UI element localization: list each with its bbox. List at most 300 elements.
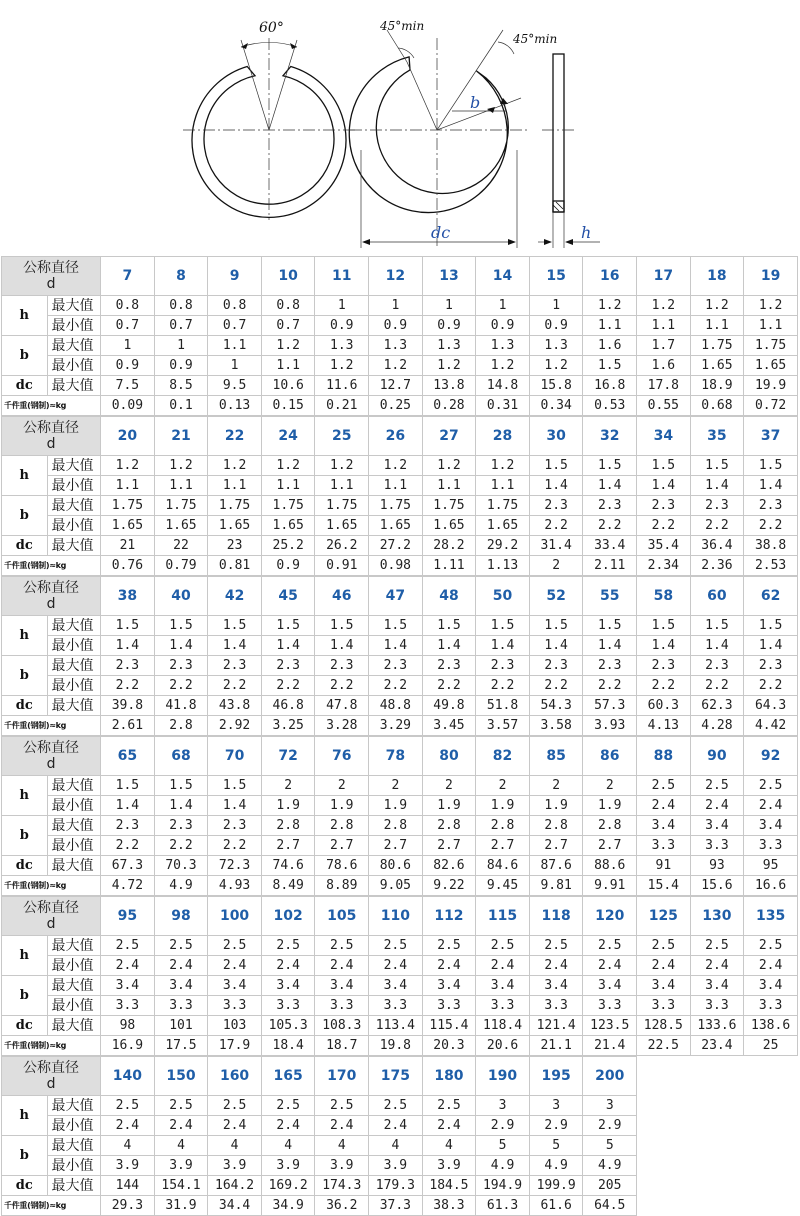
table-row [2,816,798,836]
value-cell: 4.9 [154,876,208,896]
value-cell: 2.2 [315,676,369,696]
min-value-label: 最小值 [47,316,101,336]
nominal-diameter-cell: 35 [690,417,744,456]
min-value-label: 最小值 [47,996,101,1016]
table-row [2,1136,798,1156]
value-cell: 2.3 [690,496,744,516]
nominal-diameter-cell: 55 [583,577,637,616]
value-cell: 1.75 [154,496,208,516]
value-cell: 1.6 [637,356,691,376]
value-cell: 64.5 [583,1196,637,1216]
table-row [2,936,798,956]
max-value-label: 最大值 [47,376,101,396]
value-cell: 2.5 [744,776,798,796]
value-cell: 17.8 [637,376,691,396]
value-cell: 2.2 [583,676,637,696]
nominal-diameter-cell: 70 [208,737,262,776]
value-cell: 38.8 [744,536,798,556]
row-group-b: b [2,496,48,536]
value-cell: 25 [744,1036,798,1056]
value-cell: 10.6 [261,376,315,396]
value-cell: 1.5 [422,616,476,636]
table-row [2,876,798,896]
value-cell: 1.65 [154,516,208,536]
value-cell: 1.6 [583,336,637,356]
value-cell: 9.22 [422,876,476,896]
value-cell: 2.7 [422,836,476,856]
value-cell: 3.3 [154,996,208,1016]
nominal-diameter-cell: 110 [369,897,423,936]
table-row [2,956,798,976]
value-cell: 194.9 [476,1176,530,1196]
value-cell: 4.93 [208,876,262,896]
value-cell: 1.2 [315,456,369,476]
value-cell: 4 [101,1136,155,1156]
value-cell: 22.5 [637,1036,691,1056]
value-cell: 2.3 [208,656,262,676]
min-value-label: 最小值 [47,1116,101,1136]
technical-drawing [0,0,800,255]
value-cell: 2.5 [261,1096,315,1116]
value-cell: 1 [529,296,583,316]
min-value-label: 最小值 [47,636,101,656]
table-row [2,1116,798,1136]
value-cell: 3.3 [529,996,583,1016]
spec-block [1,736,798,896]
nominal-diameter-cell: 60 [690,577,744,616]
row-group-b: b [2,976,48,1016]
section-view [553,54,564,212]
value-cell: 1.75 [369,496,423,516]
value-cell: 2.3 [101,656,155,676]
value-cell: 20.3 [422,1036,476,1056]
value-cell: 72.3 [208,856,262,876]
angle-45-min-left-label: 45°min [380,19,425,33]
value-cell: 3 [583,1096,637,1116]
value-cell: 2.8 [422,816,476,836]
max-value-label: 最大值 [47,656,101,676]
value-cell: 2 [422,776,476,796]
value-cell: 2.2 [744,676,798,696]
value-cell: 1.2 [583,296,637,316]
value-cell: 1.1 [583,316,637,336]
value-cell: 2.8 [476,816,530,836]
value-cell: 3.3 [744,836,798,856]
value-cell: 0.81 [208,556,262,576]
value-cell: 2.2 [637,676,691,696]
nominal-diameter-cell: 72 [261,737,315,776]
nominal-diameter-cell: 7 [101,257,155,296]
value-cell: 3.3 [261,996,315,1016]
value-cell: 3.3 [744,996,798,1016]
nominal-diameter-cell: 19 [744,257,798,296]
max-value-label: 最大值 [47,1096,101,1116]
value-cell: 17.9 [208,1036,262,1056]
nominal-diameter-cell: 180 [422,1057,476,1096]
table-row [2,296,798,316]
spec-block [1,416,798,576]
value-cell: 1.9 [315,796,369,816]
value-cell: 1.1 [690,316,744,336]
empty-cell [637,1096,691,1116]
value-cell: 1.4 [208,636,262,656]
value-cell: 0.13 [208,396,262,416]
nominal-diameter-cell: 80 [422,737,476,776]
value-cell: 2.3 [261,656,315,676]
value-cell: 2.4 [476,956,530,976]
empty-cell [744,1176,798,1196]
value-cell: 0.7 [208,316,262,336]
value-cell: 1.3 [315,336,369,356]
nominal-diameter-cell: 115 [476,897,530,936]
value-cell: 1.3 [369,336,423,356]
ring-2-body [349,57,508,213]
spec-block [1,256,798,416]
header-label: 公称直径 [23,420,80,436]
spec-block [1,896,798,1056]
value-cell: 1.2 [369,456,423,476]
header-label: 公称直径 [23,1060,80,1076]
value-cell: 25.2 [261,536,315,556]
value-cell: 2.2 [422,676,476,696]
value-cell: 2.5 [637,776,691,796]
value-cell: 4.9 [529,1156,583,1176]
value-cell: 1.2 [369,356,423,376]
value-cell: 0.9 [369,316,423,336]
min-value-label: 最小值 [47,956,101,976]
value-cell: 3.9 [208,1156,262,1176]
value-cell: 3.4 [690,976,744,996]
value-cell: 5 [476,1136,530,1156]
value-cell: 41.8 [154,696,208,716]
value-cell: 1.1 [261,356,315,376]
value-cell: 3.9 [261,1156,315,1176]
header-nominal-diameter [2,1057,101,1096]
nominal-diameter-cell: 78 [369,737,423,776]
value-cell: 2.4 [637,956,691,976]
value-cell: 18.9 [690,376,744,396]
header-label: 公称直径 [23,580,80,596]
value-cell: 1.5 [690,456,744,476]
value-cell: 2.36 [690,556,744,576]
value-cell: 2.9 [583,1116,637,1136]
value-cell: 1.5 [154,776,208,796]
value-cell: 113.4 [369,1016,423,1036]
value-cell: 1.2 [637,296,691,316]
nominal-diameter-cell: 120 [583,897,637,936]
value-cell: 88.6 [583,856,637,876]
value-cell: 1.9 [369,796,423,816]
value-cell: 3.4 [690,816,744,836]
value-cell: 1.5 [583,456,637,476]
value-cell: 1.2 [476,456,530,476]
value-cell: 2.34 [637,556,691,576]
value-cell: 43.8 [208,696,262,716]
nominal-diameter-cell: 90 [690,737,744,776]
value-cell: 1.13 [476,556,530,576]
value-cell: 2.7 [315,836,369,856]
value-cell: 1.5 [208,776,262,796]
max-value-label: 最大值 [47,696,101,716]
value-cell: 2.7 [476,836,530,856]
table-row [2,396,798,416]
nominal-diameter-cell: 37 [744,417,798,456]
nominal-diameter-cell: 26 [369,417,423,456]
nominal-diameter-cell: 12 [369,257,423,296]
value-cell: 1.3 [529,336,583,356]
nominal-diameter-cell: 135 [744,897,798,936]
value-cell: 3 [476,1096,530,1116]
value-cell: 1.75 [476,496,530,516]
value-cell: 1.75 [690,336,744,356]
header-symbol: d [46,596,56,612]
value-cell: 1.4 [744,636,798,656]
spec-table [0,256,800,1216]
value-cell: 4.9 [583,1156,637,1176]
empty-cell [637,1116,691,1136]
value-cell: 8.5 [154,376,208,396]
nominal-diameter-cell: 190 [476,1057,530,1096]
value-cell: 103 [208,1016,262,1036]
value-cell: 0.15 [261,396,315,416]
value-cell: 1.1 [208,476,262,496]
angle-60-label: 60° [259,20,284,36]
value-cell: 199.9 [529,1176,583,1196]
row-group-h: h [2,296,48,336]
value-cell: 3.3 [208,996,262,1016]
value-cell: 16.6 [744,876,798,896]
header-label: 公称直径 [23,740,80,756]
value-cell: 3.3 [476,996,530,1016]
value-cell: 1.65 [261,516,315,536]
nominal-diameter-cell: 105 [315,897,369,936]
nominal-diameter-cell: 47 [369,577,423,616]
value-cell: 1.65 [101,516,155,536]
value-cell: 154.1 [154,1176,208,1196]
value-cell: 8.49 [261,876,315,896]
value-cell: 2.4 [637,796,691,816]
value-cell: 3 [529,1096,583,1116]
nominal-diameter-cell: 11 [315,257,369,296]
value-cell: 118.4 [476,1016,530,1036]
value-cell: 2.5 [476,936,530,956]
value-cell: 67.3 [101,856,155,876]
value-cell: 1.1 [369,476,423,496]
value-cell: 33.4 [583,536,637,556]
row-group-dc: dc [2,536,48,556]
value-cell: 14.8 [476,376,530,396]
nominal-diameter-cell: 15 [529,257,583,296]
value-cell: 2 [583,776,637,796]
value-cell: 1.4 [690,476,744,496]
empty-cell [637,1176,691,1196]
table-row [2,476,798,496]
row-group-dc: dc [2,376,48,396]
value-cell: 2.8 [529,816,583,836]
value-cell: 2.5 [369,936,423,956]
value-cell: 0.98 [369,556,423,576]
nominal-diameter-cell: 85 [529,737,583,776]
value-cell: 1.4 [529,476,583,496]
value-cell: 4.13 [637,716,691,736]
nominal-diameter-cell: 46 [315,577,369,616]
value-cell: 2.5 [583,936,637,956]
weight-label: 千件重(钢制)≈kg [2,716,101,736]
nominal-diameter-cell: 40 [154,577,208,616]
value-cell: 164.2 [208,1176,262,1196]
value-cell: 11.6 [315,376,369,396]
value-cell: 2.5 [369,1096,423,1116]
value-cell: 2.3 [583,656,637,676]
value-cell: 34.9 [261,1196,315,1216]
value-cell: 2.2 [637,516,691,536]
value-cell: 0.28 [422,396,476,416]
value-cell: 1.5 [744,456,798,476]
max-value-label: 最大值 [47,536,101,556]
table-row [2,696,798,716]
value-cell: 2.3 [690,656,744,676]
nominal-diameter-cell: 20 [101,417,155,456]
value-cell: 2.2 [690,676,744,696]
value-cell: 1.1 [744,316,798,336]
nominal-diameter-cell: 118 [529,897,583,936]
nominal-diameter-cell: 8 [154,257,208,296]
value-cell: 2.5 [101,936,155,956]
value-cell: 3.57 [476,716,530,736]
header-nominal-diameter [2,897,101,936]
value-cell: 1.7 [637,336,691,356]
table-row [2,536,798,556]
value-cell: 4.28 [690,716,744,736]
value-cell: 1.5 [744,616,798,636]
value-cell: 98 [101,1016,155,1036]
value-cell: 0.25 [369,396,423,416]
value-cell: 34.4 [208,1196,262,1216]
value-cell: 1.75 [744,336,798,356]
nominal-diameter-cell: 62 [744,577,798,616]
table-row [2,1036,798,1056]
row-group-h: h [2,616,48,656]
value-cell: 82.6 [422,856,476,876]
value-cell: 3.25 [261,716,315,736]
value-cell: 1.2 [690,296,744,316]
header-symbol: d [46,436,56,452]
value-cell: 84.6 [476,856,530,876]
value-cell: 4 [261,1136,315,1156]
value-cell: 2 [315,776,369,796]
value-cell: 0.68 [690,396,744,416]
value-cell: 4.72 [101,876,155,896]
table-row [2,1176,798,1196]
value-cell: 2.4 [369,1116,423,1136]
value-cell: 3.93 [583,716,637,736]
nominal-diameter-cell: 30 [529,417,583,456]
drawing-svg [0,0,800,255]
value-cell: 1.2 [422,456,476,476]
value-cell: 21.1 [529,1036,583,1056]
value-cell: 9.5 [208,376,262,396]
value-cell: 2.9 [529,1116,583,1136]
empty-cell [637,1136,691,1156]
value-cell: 1.4 [744,476,798,496]
empty-cell [744,1057,798,1096]
width-b-label: b [470,93,481,112]
header-label: 公称直径 [23,260,80,276]
value-cell: 60.3 [637,696,691,716]
value-cell: 1.2 [261,456,315,476]
nominal-diameter-cell: 200 [583,1057,637,1096]
value-cell: 0.72 [744,396,798,416]
nominal-diameter-cell: 130 [690,897,744,936]
row-group-dc: dc [2,856,48,876]
value-cell: 3.3 [369,996,423,1016]
value-cell: 9.05 [369,876,423,896]
value-cell: 108.3 [315,1016,369,1036]
row-group-dc: dc [2,1176,48,1196]
value-cell: 2.5 [154,936,208,956]
value-cell: 23.4 [690,1036,744,1056]
value-cell: 0.8 [101,296,155,316]
value-cell: 1.9 [583,796,637,816]
empty-cell [690,1057,744,1096]
value-cell: 2.5 [690,936,744,956]
header-nominal-diameter [2,577,101,616]
value-cell: 1.65 [744,356,798,376]
value-cell: 1.11 [422,556,476,576]
value-cell: 2.3 [154,656,208,676]
nominal-diameter-cell: 160 [208,1057,262,1096]
value-cell: 0.21 [315,396,369,416]
value-cell: 3.58 [529,716,583,736]
weight-label: 千件重(钢制)≈kg [2,396,101,416]
table-row [2,376,798,396]
value-cell: 26.2 [315,536,369,556]
value-cell: 1.1 [637,316,691,336]
weight-label: 千件重(钢制)≈kg [2,1196,101,1216]
value-cell: 2.5 [208,936,262,956]
value-cell: 2 [529,776,583,796]
value-cell: 1.65 [369,516,423,536]
value-cell: 1 [101,336,155,356]
value-cell: 3.4 [261,976,315,996]
spec-block [1,576,798,736]
nominal-diameter-cell: 165 [261,1057,315,1096]
table-row [2,656,798,676]
value-cell: 3.4 [422,976,476,996]
max-value-label: 最大值 [47,456,101,476]
value-cell: 2.4 [369,956,423,976]
value-cell: 105.3 [261,1016,315,1036]
value-cell: 74.6 [261,856,315,876]
nominal-diameter-cell: 125 [637,897,691,936]
empty-cell [690,1176,744,1196]
nominal-diameter-cell: 16 [583,257,637,296]
value-cell: 9.45 [476,876,530,896]
value-cell: 28.2 [422,536,476,556]
max-value-label: 最大值 [47,816,101,836]
value-cell: 2 [476,776,530,796]
nominal-diameter-cell: 50 [476,577,530,616]
value-cell: 2.8 [261,816,315,836]
nominal-diameter-cell: 45 [261,577,315,616]
value-cell: 2.5 [529,936,583,956]
value-cell: 0.7 [261,316,315,336]
value-cell: 2.4 [422,956,476,976]
nominal-diameter-cell: 82 [476,737,530,776]
nominal-diameter-cell: 76 [315,737,369,776]
value-cell: 4.9 [476,1156,530,1176]
value-cell: 1 [369,296,423,316]
